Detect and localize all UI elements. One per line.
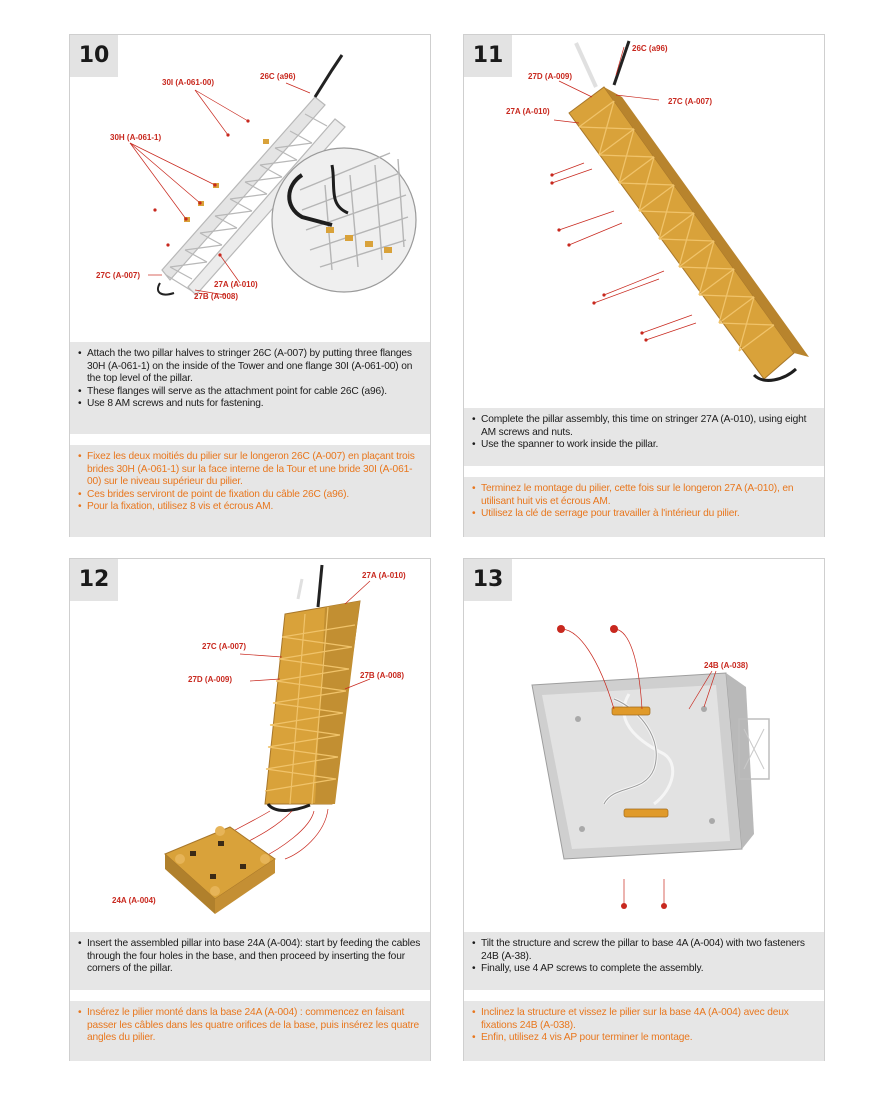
instruction-item: • Use the spanner to work inside the pillar. bbox=[472, 439, 816, 452]
french-instructions bbox=[464, 477, 824, 537]
instruction-item: • Use 8 AM screws and nuts for fastening. bbox=[78, 398, 422, 411]
label-27a: 27A (A-010) bbox=[506, 107, 550, 116]
label-30h: 30H (A-061-1) bbox=[110, 133, 162, 142]
label-24b: 24B (A-038) bbox=[704, 661, 749, 670]
instruction-item-fr: • Pour la fixation, utilisez 8 vis et écrous AM. bbox=[78, 501, 422, 514]
instruction-item: • Tilt the structure and screw the pillar to base 4A (A-004) with two fasteners 24B (A-38). bbox=[472, 938, 816, 963]
step-number: 13 bbox=[464, 559, 512, 601]
step-number: 12 bbox=[70, 559, 118, 601]
step-12-panel bbox=[69, 558, 431, 1061]
step-12-illustration bbox=[70, 559, 430, 929]
instruction-item: • These flanges will serve as the attachment point for cable 26C (a96). bbox=[78, 386, 422, 399]
label-27a: 27A (A-010) bbox=[362, 571, 406, 580]
instruction-item-fr: • Ces brides serviront de point de fixation du câble 26C (a96). bbox=[78, 489, 422, 502]
step-11-panel bbox=[463, 34, 825, 537]
english-instructions bbox=[464, 408, 824, 466]
base-grey bbox=[532, 673, 769, 859]
pillar-upright-yellow bbox=[265, 601, 360, 804]
english-instructions bbox=[464, 932, 824, 990]
label-27c: 27C (A-007) bbox=[96, 271, 141, 280]
english-instructions bbox=[70, 342, 430, 434]
label-27b: 27B (A-008) bbox=[194, 292, 239, 301]
label-27d: 27D (A-009) bbox=[188, 675, 233, 684]
cable bbox=[318, 565, 322, 607]
instruction-item-fr: • Terminez le montage du pilier, cette fois sur le longeron 27A (A-010), en utilisant huit vis et écrous AM. bbox=[472, 483, 816, 508]
step-10-panel bbox=[69, 34, 431, 537]
label-27a: 27A (A-010) bbox=[214, 280, 258, 289]
label-27c: 27C (A-007) bbox=[668, 97, 713, 106]
label-26c-a96: 26C (a96) bbox=[632, 44, 668, 53]
english-instructions bbox=[70, 932, 430, 990]
step-11-illustration bbox=[464, 35, 824, 405]
instruction-item: • Attach the two pillar halves to stringer 26C (A-007) by putting three flanges 30H (A-061-1) on the inside of the Tower and one flange 30I (A-061-00) on the top level of the pillar. bbox=[78, 348, 422, 386]
step-number: 11 bbox=[464, 35, 512, 77]
french-instructions bbox=[70, 1001, 430, 1061]
instruction-item: • Complete the pillar assembly, this time on stringer 27A (A-010), using eight AM screws and nuts. bbox=[472, 414, 816, 439]
step-13-illustration bbox=[464, 559, 824, 929]
step-number: 10 bbox=[70, 35, 118, 77]
step-13-panel bbox=[463, 558, 825, 1061]
label-30i: 30I (A-061-00) bbox=[162, 78, 215, 87]
label-27b: 27B (A-008) bbox=[360, 671, 405, 680]
zoom-detail-circle bbox=[272, 148, 416, 292]
base-24a bbox=[165, 826, 275, 914]
label-27d: 27D (A-009) bbox=[528, 72, 573, 81]
french-instructions bbox=[464, 1001, 824, 1061]
instruction-item: • Insert the assembled pillar into base 24A (A-004): start by feeding the cables through the four holes in the base, and then proceed by inserting the four corners of the pillar. bbox=[78, 938, 422, 976]
cable-26c bbox=[614, 41, 629, 85]
pillar-yellow bbox=[569, 87, 809, 379]
label-27c: 27C (A-007) bbox=[202, 642, 247, 651]
instruction-item-fr: • Inclinez la structure et vissez le pilier sur la base 4A (A-004) avec deux fixations 24B (A-038). bbox=[472, 1007, 816, 1032]
instruction-item-fr: • Utilisez la clé de serrage pour travailler à l'intérieur du pilier. bbox=[472, 508, 816, 521]
cable-26c bbox=[315, 55, 342, 97]
instruction-item-fr: • Enfin, utilisez 4 vis AP pour terminer le montage. bbox=[472, 1032, 816, 1045]
instruction-item-fr: • Insérez le pilier monté dans la base 24A (A-004) : commencez en faisant passer les câbles dans les quatre orifices de la base, puis insérez les quatre angles du pilier. bbox=[78, 1007, 422, 1045]
instruction-item-fr: • Fixez les deux moitiés du pilier sur le longeron 26C (A-007) en plaçant trois brides 30H (A-061-1) sur la face interne de la Tour et une bride 30I (A-061-00) sur le niveau supérieur du pilier. bbox=[78, 451, 422, 489]
instruction-item: • Finally, use 4 AP screws to complete the assembly. bbox=[472, 963, 816, 976]
label-24a: 24A (A-004) bbox=[112, 896, 156, 905]
label-26c-a96: 26C (a96) bbox=[260, 72, 296, 81]
french-instructions bbox=[70, 445, 430, 537]
step-10-illustration bbox=[70, 35, 430, 335]
